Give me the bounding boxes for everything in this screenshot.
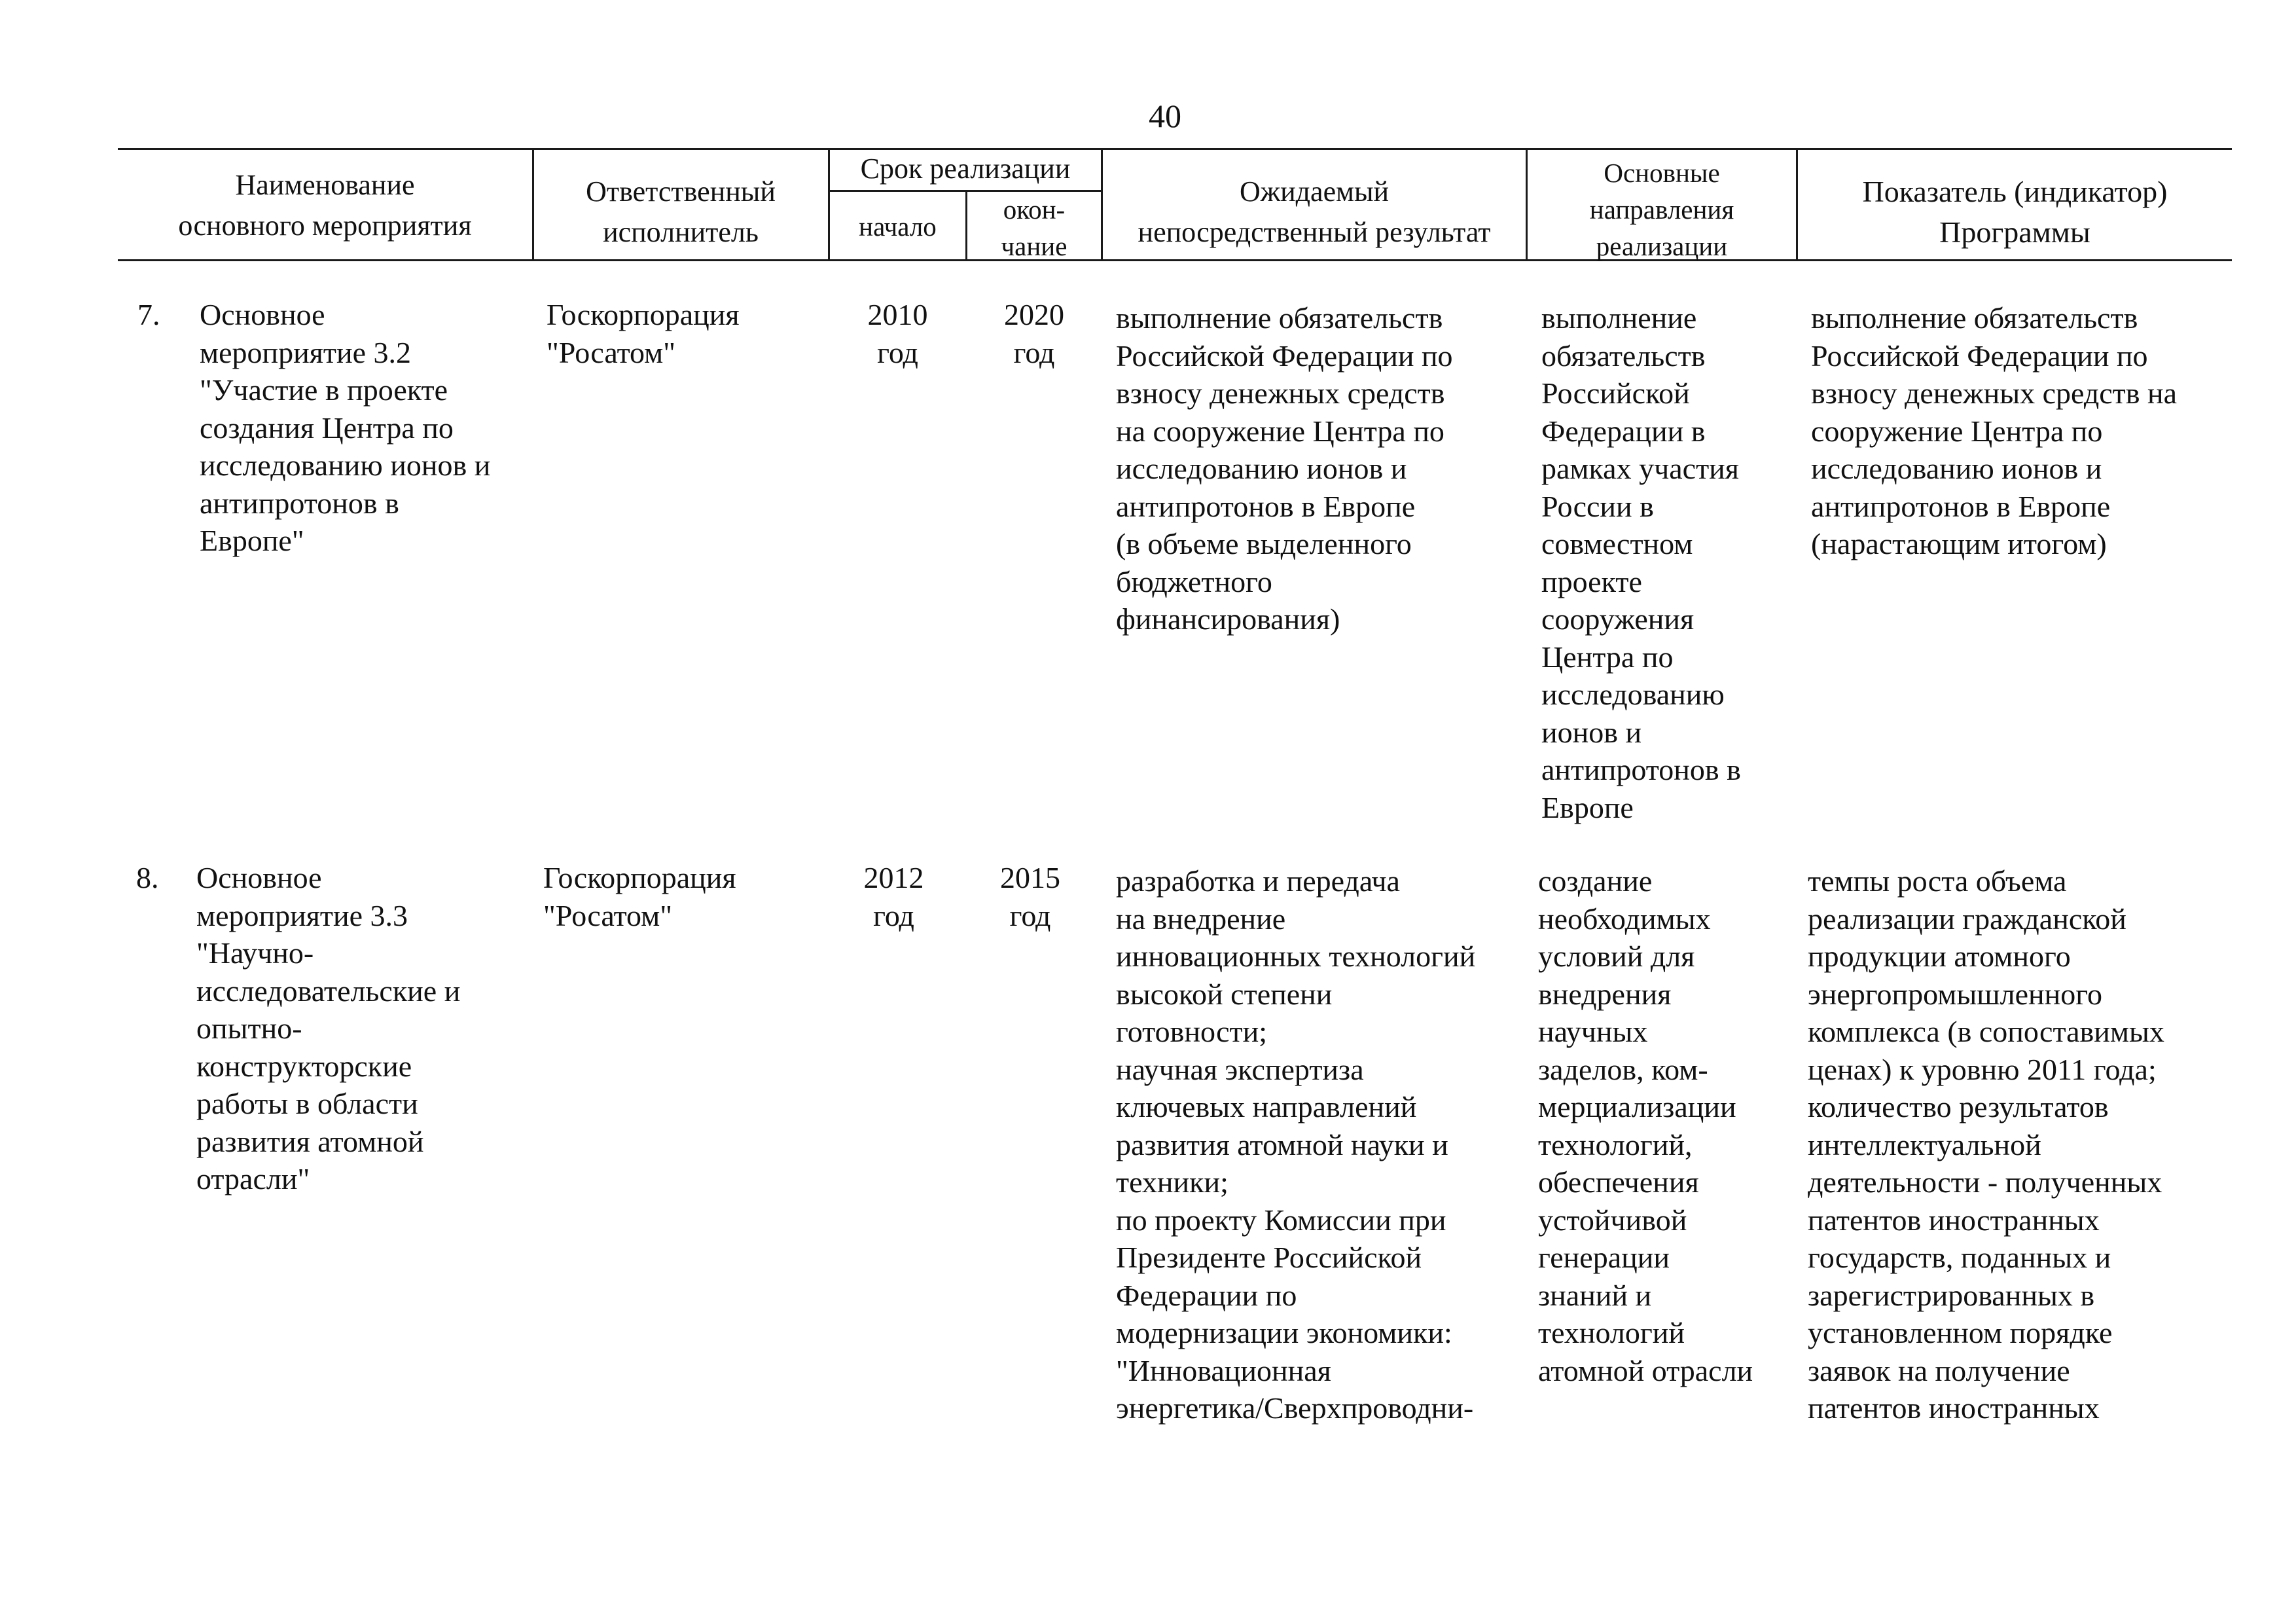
row-7-activity-name: Основное мероприятие 3.2 "Участие в проекте создания Центра по исследованию ионов и антипротонов в Европе" bbox=[200, 298, 491, 557]
header-program-indicator: Показатель (индикатор) Программы bbox=[1862, 175, 2168, 249]
row-8-start-year: 2012 год bbox=[863, 861, 924, 932]
header-executor: Ответственный исполнитель bbox=[586, 175, 776, 248]
page-number: 40 bbox=[1149, 98, 1181, 134]
row-8-expected-result: разработка и передача на внедрение инновационных технологий высокой степени готовности; научная экспертиза ключевых направлений развития атомной науки и техники; по проекту Комиссии при Президенте Российской Федерации по модернизации экономики: "Инновационная энергетика/Сверхпроводни- bbox=[1116, 864, 1476, 1425]
row-7-executor: Госкорпорация "Росатом" bbox=[547, 298, 740, 369]
row-8-number: 8. bbox=[136, 861, 159, 894]
header-main-directions: Основные направления реализации bbox=[1589, 158, 1734, 261]
row-8-main-directions: создание необходимых условий для внедрения научных заделов, ком- мерциализации технологий, обеспечения устойчивой генерации знаний и технологий атомной отрасли bbox=[1538, 864, 1753, 1387]
header-top-rule bbox=[118, 148, 2232, 150]
row-8-end-year: 2015 год bbox=[1000, 861, 1060, 932]
row-7-expected-result: выполнение обязательств Российской Федерации по взносу денежных средств на сооружение Центра по исследованию ионов и антипротонов в Европе (в объеме выделенного бюджетного финансирования) bbox=[1116, 301, 1453, 636]
header-divider-1 bbox=[532, 148, 534, 261]
row-7-start-year: 2010 год bbox=[867, 298, 928, 369]
row-8-program-indicator: темпы роста объема реализации гражданской продукции атомного энергопромышленного комплекса (в сопоставимых ценах) к уровню 2011 года; количество результатов интеллектуальной деятельности - полученных патентов иностранных государств, поданных и зарегистрированных в установленном порядке заявок на получение патентов иностранных bbox=[1808, 864, 2164, 1425]
row-7-end-year: 2020 год bbox=[1004, 298, 1064, 369]
header-bottom-rule bbox=[118, 259, 2232, 261]
row-7-program-indicator: выполнение обязательств Российской Федерации по взносу денежных средств на сооружение Центра по исследованию ионов и антипротонов в Европе (нарастающим итогом) bbox=[1811, 301, 2178, 560]
header-expected-result: Ожидаемый непосредственный результат bbox=[1138, 175, 1491, 248]
header-activity-name: Наименование основного мероприятия bbox=[178, 169, 472, 242]
row-7-main-directions: выполнение обязательств Российской Федерации в рамках участия России в совместном проекте сооружения Центра по исследованию ионов и антипротонов в Европе bbox=[1541, 301, 1741, 824]
row-8-executor: Госкорпорация "Росатом" bbox=[543, 861, 736, 932]
header-term-start: начало bbox=[859, 211, 937, 242]
header-term-group: Срок реализации bbox=[860, 153, 1071, 185]
header-term-end: окон- чание bbox=[1001, 194, 1067, 261]
row-8-activity-name: Основное мероприятие 3.3 "Научно- исследовательские и опытно- конструкторские работы в области развития атомной отрасли" bbox=[196, 861, 461, 1195]
row-7-number: 7. bbox=[137, 298, 160, 331]
